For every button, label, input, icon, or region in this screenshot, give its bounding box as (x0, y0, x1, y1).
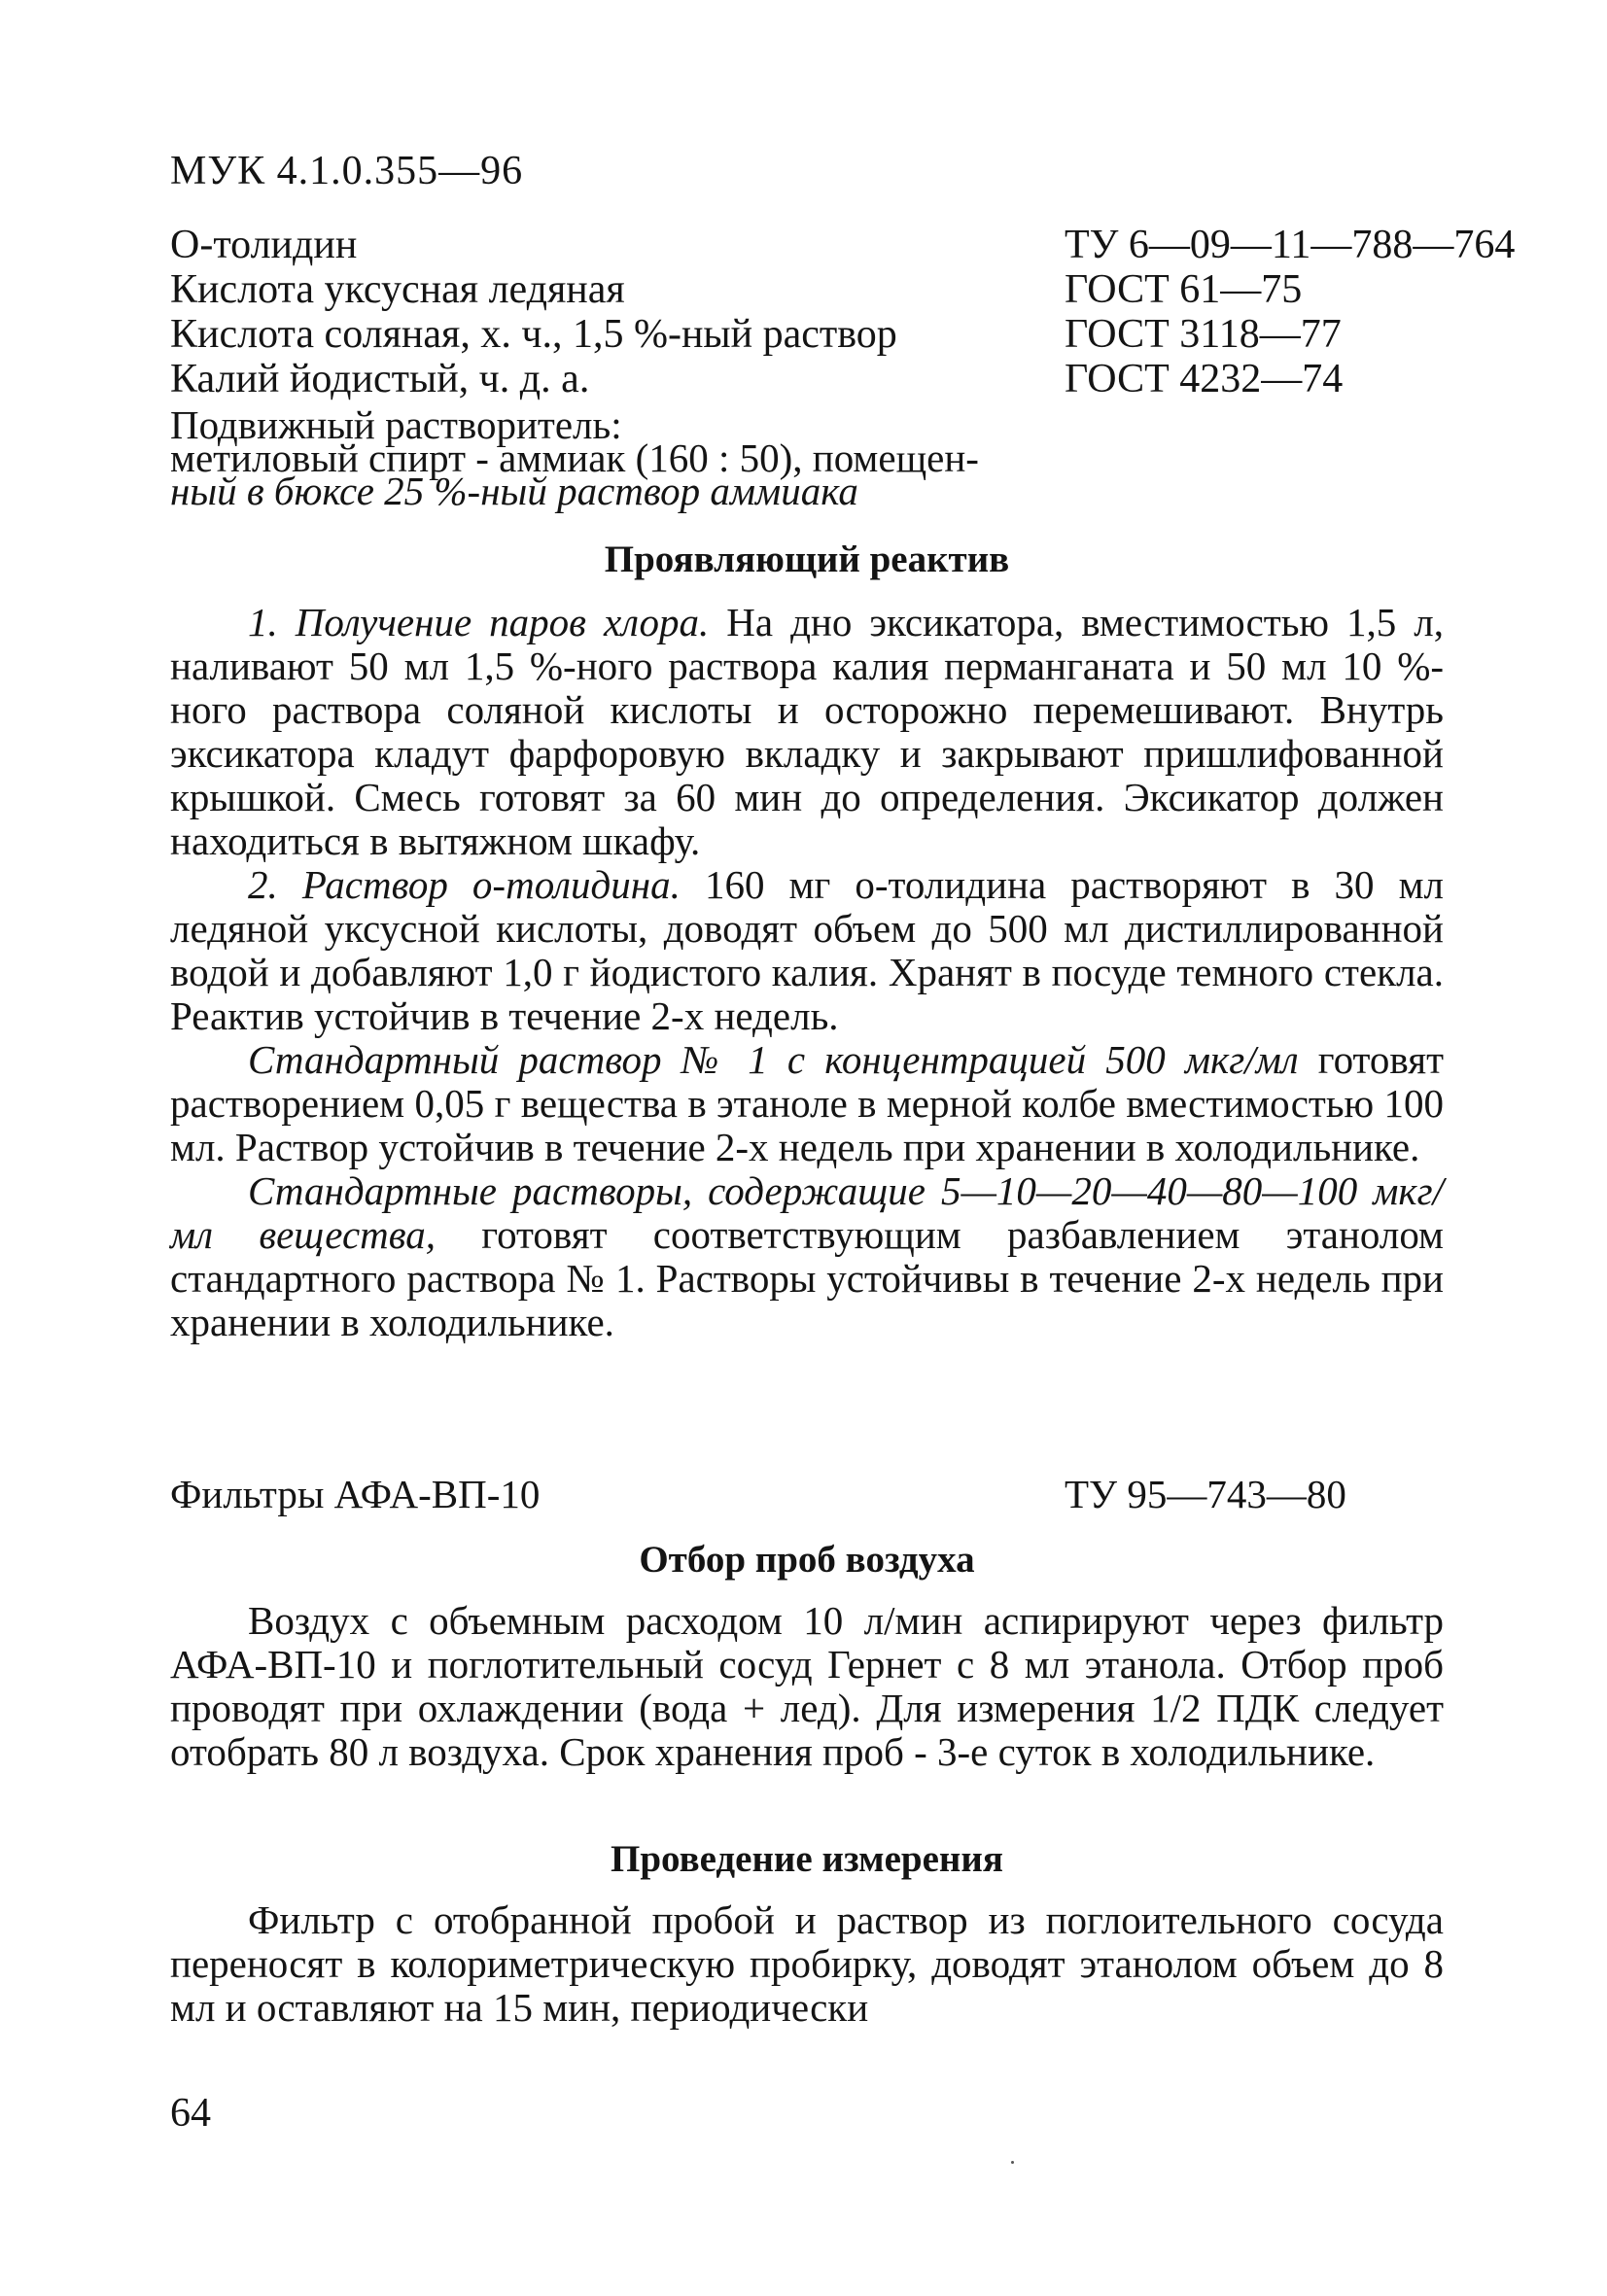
solvent-line: ный в бюксе 25 %-ный раствор аммиака (170, 469, 858, 513)
reagent-standard: ГОСТ 4232—74 (1065, 357, 1344, 401)
section-title-developing-reagent: Проявляющий реактив (604, 539, 1010, 580)
reagent-standard: ГОСТ 3118—77 (1065, 312, 1342, 357)
paragraph: Воздух с объемным расходом 10 л/мин аспирируют через фильтр АФА-ВП-10 и поглотительный сосуд Гернет с 8 мл этанола. Отбор проб проводят при охлаждении (вода + лед). Для измерения 1/2 ПДК следует отобрать 80 л воздуха. Срок хранения проб - 3-е суток в холодильнике. (170, 1598, 1444, 1774)
reagent-row (170, 222, 1516, 267)
reagent-name: Калий йодистый, ч. д. а. (170, 357, 590, 401)
paragraph (170, 1169, 1444, 1344)
reagent-name: Кислота уксусная ледяная (170, 267, 625, 312)
section-title-measurement: Проведение измерения (611, 1838, 1003, 1880)
reagent-name: О-толидин (170, 223, 358, 267)
paragraph-body: готовят соответствующим разбавлением этанолом стандартного раствора № 1. Растворы устойчивы в течение 2-х недель при хранении в холодильнике. (170, 1212, 1444, 1344)
reagent-row (170, 311, 1444, 356)
paragraph (170, 1038, 1444, 1169)
paragraph-body: 160 мг о-толидина растворяют в 30 мл ледяной уксусной кислоты, доводят объем до 500 мл дистиллированной водой и добавляют 1,0 г йодистого калия. Хранят в посуде темного стекла. Реактив устойчив в течение 2-х недель. (170, 862, 1444, 1038)
reagent-list (170, 222, 1516, 401)
solvent-line: метиловый спирт - аммиак (160 : 50), помещен- (170, 435, 979, 480)
measurement-text (170, 1898, 1444, 2030)
filters-standard: ТУ 95—743—80 (1065, 1472, 1346, 1516)
scan-speck (1011, 2161, 1014, 2164)
paragraph-body: На дно эксикатора, вместимостью 1,5 л, наливают 50 мл 1,5 %-ного раствора калия перманганата и 50 мл 10 %-ного раствора соляной кислоты и осторожно перемешивают. Внутрь эксикатора кладут фарфоровую вкладку и закрывают пришлифованной крышкой. Смесь готовят за 60 мин до определения. Эксикатор должен находиться в вытяжном шкафу. (170, 600, 1444, 863)
paragraph-lead: 2. Раствор о-толидина. (248, 862, 681, 907)
filters-name: Фильтры АФА-ВП-10 (170, 1472, 541, 1516)
air-sampling-text (170, 1599, 1444, 1774)
paragraph-lead: Стандартные растворы, содержащие 5—10—20—40—80—100 мкг/мл вещества, (170, 1168, 1444, 1257)
reagent-row (170, 266, 1444, 311)
page-number: 64 (170, 2091, 211, 2136)
reagent-standard: ГОСТ 61—75 (1065, 267, 1303, 312)
reagent-row (170, 356, 1444, 400)
developing-reagent-text (170, 601, 1444, 1344)
paragraph: Фильтр с отобранной пробой и раствор из поглоительного сосуда переносят в колориметрическую пробирку, доводят этанолом объем до 8 мл и оставляют на 15 мин, периодически (170, 1897, 1444, 2030)
section-title-air-sampling: Отбор проб воздуха (639, 1539, 975, 1581)
solvent-line: Подвижный растворитель: (170, 402, 622, 447)
mobile-solvent (170, 402, 1220, 513)
paragraph-body: готовят растворением 0,05 г вещества в этаноле в мерной колбе вместимостью 100 мл. Раствор устойчив в течение 2-х недель при хранении в холодильнике. (170, 1037, 1445, 1169)
document-code: МУК 4.1.0.355—96 (170, 149, 524, 193)
paragraph-lead: 1. Получение паров хлора. (248, 600, 710, 644)
paragraph (170, 863, 1444, 1038)
paragraph-lead: Стандартный раствор № 1 с концентрацией 500 мкг/мл (248, 1037, 1299, 1082)
filters-row (170, 1471, 1444, 1515)
reagent-standard: ТУ 6—09—11—788—764 (1065, 223, 1516, 267)
paragraph (170, 601, 1444, 863)
reagent-name: Кислота соляная, х. ч., 1,5 %-ный раствор (170, 312, 897, 357)
